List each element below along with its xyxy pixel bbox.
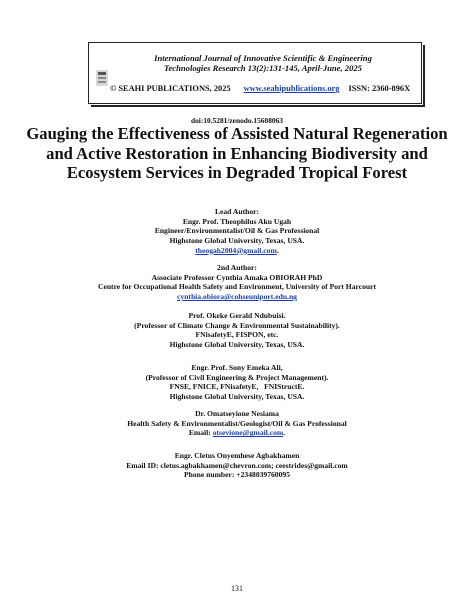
issn-text: ISSN: 2360-896X <box>348 84 411 93</box>
author-name: Prof. Okeke Gerald Ndubuisi. <box>188 311 286 320</box>
author-block-ali <box>10 363 464 402</box>
author-block-lead <box>10 207 464 256</box>
email-prefix: Email: <box>188 428 213 438</box>
author-name: Engr. Prof. Theophilus Aku Ugah <box>182 216 292 226</box>
doi-text: doi:10.5281/zenodo.15608063 <box>191 116 283 125</box>
author-fellowships: FNisafetyE, FISPON, etc. <box>195 330 279 340</box>
author-title: (Professor of Civil Engineering & Project Management). <box>145 372 329 382</box>
author-block-nesiama <box>10 409 464 438</box>
page-number: 131 <box>231 584 243 593</box>
author-role: 2nd Author: <box>217 263 257 272</box>
author-affiliation: Highstone Global University, Texas, USA. <box>169 236 305 246</box>
author-role: Lead Author: <box>214 207 260 216</box>
paper-title: Gauging the Effectiveness of Assisted Natural Regeneration and Active Restoration in Enhancing Biodiversity and Ecosystem Services in Degraded Tropical Forest <box>26 124 448 183</box>
author-email-ids: Email ID: cletus.agbakhamen@chevron.com; ceestrides@gmail.com <box>126 460 348 470</box>
author-name: Engr. Prof. Sony Emeka Ali, <box>191 363 283 372</box>
journal-name-line2: Technologies Research 13(2):131-145, April-June, 2025 <box>164 63 362 73</box>
author-name: Engr. Cletus Onyemhese Agbakhamen <box>174 451 300 460</box>
author-fellowships: FNSE, FNICE, FNisafetyE, FNIStructE. <box>169 382 305 392</box>
author-title: Health Safety & Environmentalist/Geologist/Oil & Gas Professional <box>127 418 347 428</box>
author-phone: Phone number: +2348039760095 <box>183 470 290 480</box>
author-email-link[interactable]: cynthia.obiora@cohseuniport.edu.ng <box>177 292 297 302</box>
author-block-second <box>10 263 464 302</box>
author-name: Associate Professor Cynthia Amaka OBIORAH PhD <box>151 272 323 282</box>
author-email-line <box>10 428 464 438</box>
author-email-line <box>10 246 464 256</box>
website-link[interactable]: www.seahipublications.org <box>243 84 340 93</box>
email-suffix: . <box>283 428 286 438</box>
seahi-logo-icon <box>96 70 108 86</box>
author-email-link[interactable]: theogah2004@gmail.com <box>195 245 277 255</box>
author-block-agbakhamen <box>10 451 464 480</box>
publication-info-line <box>110 84 422 94</box>
author-affiliation: Centre for Occupational Health Safety and Environment, University of Port Harcourt <box>97 282 377 292</box>
author-email-link[interactable]: otsevione@gmail.com <box>212 428 284 438</box>
author-name: Dr. Omatseyione Nesiama <box>195 409 279 418</box>
author-affiliation: Highstone Global University, Texas, USA. <box>169 340 305 350</box>
email-suffix: . <box>276 245 279 255</box>
author-email-line <box>10 292 464 302</box>
copyright-text: © SEAHI PUBLICATIONS, 2025 <box>110 84 231 93</box>
author-affiliation: Highstone Global University, Texas, USA. <box>169 392 305 402</box>
author-title: Engineer/Environmentalist/Oil & Gas Professional <box>154 226 320 236</box>
author-title: (Professor of Climate Change & Environmental Sustainability). <box>134 320 340 330</box>
journal-name-line1: International Journal of Innovative Scientific & Engineering <box>154 53 372 63</box>
journal-header-box <box>88 42 422 104</box>
author-block-okeke <box>10 311 464 350</box>
